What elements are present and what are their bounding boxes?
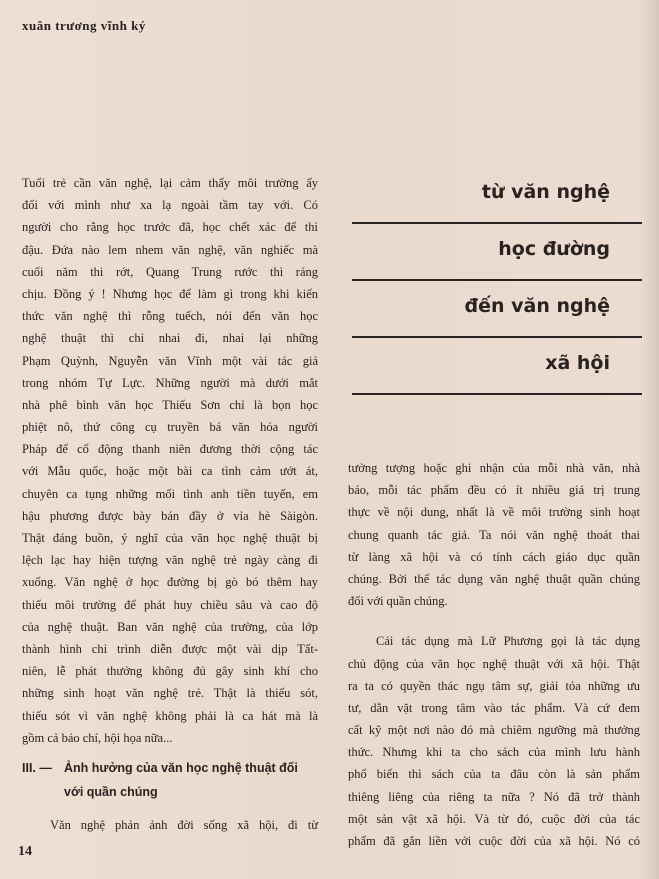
text-line: thiêng liêng của riêng ta nữa ? Nó đã trở thành: [348, 789, 640, 804]
text-line: Tuổi trẻ cần văn nghệ, lại cảm thấy môi trường ấy: [22, 176, 318, 190]
section-title-line-1: Ảnh hưởng của văn học nghệ thuật đối: [64, 761, 298, 775]
text-line: thức văn nghệ thì rỗng tuếch, nói đến văn học: [22, 309, 318, 324]
text-line: đậu. Đứa nào lem nhem văn nghệ, văn nghiếc mà: [22, 242, 318, 257]
text-line: tư, dằn vặt trong tâm vào tác phẩm. Và cứ đem: [348, 700, 640, 715]
page-number: 14: [18, 844, 32, 859]
text-line: xuống. Văn nghệ ở học đường bị gò bó thêm hay: [22, 575, 318, 590]
text-line: hậu phương được bày bán đầy ở vỉa hè Sàigòn.: [22, 508, 318, 523]
title-line: từ văn nghệ: [352, 167, 642, 224]
text-line: người cho rằng học trước đã, học chết xác để thi: [22, 220, 318, 235]
section-number: III. —: [22, 761, 52, 775]
title-line: học đường: [352, 224, 642, 281]
article-title: [352, 167, 642, 395]
text-line: Thật đáng buồn, ý nghĩ của văn học nghệ thuật bị: [22, 531, 318, 545]
text-line: với Mẫu quốc, hoặc một bài ca tình cảm ướt át,: [22, 464, 318, 479]
text-line: Pháp để cổ động thanh niên đương thời cộng tác: [22, 442, 318, 457]
text-line: từ làng xã hội và có tính cách giáo dục quần: [348, 549, 640, 564]
text-line: đối với mình như xa lạ ngoài tầm tay với. Có: [22, 198, 318, 213]
text-line: Cái tác dụng mà Lữ Phương gọi là tác dụng: [376, 634, 640, 649]
title-line: xã hội: [352, 338, 642, 395]
text-line: của nghệ thuật. Ban văn nghệ của trường, của lớp: [22, 619, 318, 634]
right-column: [348, 457, 640, 852]
text-line: trong nhóm Tự Lực. Những người mà dưới mắt: [22, 375, 318, 390]
text-line: chung quanh tác giả. Ta nói văn nghệ thoát thai: [348, 527, 640, 542]
text-line: niên, lễ phát thưởng không đủ gây sinh khí cho: [22, 664, 318, 679]
text-line: đối với quần chúng.: [348, 594, 448, 609]
text-line: phẩm đã gắn liền với cuộc đời của xã hội. Nó có: [348, 834, 640, 848]
text-line: báo, mỗi tác phẩm đều có ít nhiều giá trị trung: [348, 483, 640, 498]
paragraph-gap: [348, 612, 640, 630]
text-line: tưởng tượng hoặc ghi nhận của mỗi nhà văn, nhà: [348, 461, 640, 475]
text-line: Phạm Quỳnh, Nguyễn văn Vĩnh một vài tác giả: [22, 353, 318, 368]
text-line: ra ta có quyền thác ngụ tâm sự, giải tỏa những ưu: [348, 678, 640, 693]
running-header: xuân trương vĩnh ký: [22, 18, 146, 33]
text-line: phổ biến thì sách của ta đâu còn là sản phẩm: [348, 767, 640, 782]
text-line: một sản vật xã hội. Và từ đó, cuộc đời của tác: [348, 811, 640, 826]
text-line: chịu. Đồng ý ! Nhưng học để làm gì trong khi kiến: [22, 286, 318, 301]
text-line: thiếu môi trường để phát huy chiều sâu và cao độ: [22, 597, 318, 612]
text-line: thực về nội dung, nhất là về môi trường sinh hoạt: [348, 505, 640, 520]
section-heading: [22, 756, 322, 804]
left-column: [22, 172, 318, 749]
text-line: thành hình chỉ trình diễn được một vài dịp Tất-: [22, 641, 318, 656]
title-line: đến văn nghệ: [352, 281, 642, 338]
text-line: nhà phê bình văn học Thiếu Sơn chỉ là bọn học: [22, 397, 318, 412]
section-first-line: Văn nghệ phản ảnh đời sống xã hội, đi từ: [50, 818, 318, 832]
text-line: gồm cả báo chí, hội họa nữa...: [22, 730, 173, 745]
text-line: chuyên ca tụng những mối tình anh tiền tuyến, em: [22, 486, 318, 501]
text-line: chủ động của văn học nghệ thuật với xã hội. Thật: [348, 656, 640, 671]
text-line: cuối năm thi rớt, Quang Trung rước thì ráng: [22, 264, 318, 279]
text-line: thiếu sót vì văn nghệ không phải là ca hát mà là: [22, 708, 318, 723]
text-line: cất kỹ một nơi nào đó mà chiêm ngưỡng mà thưởng: [348, 723, 640, 738]
text-line: chúng. Bởi thế tác dụng văn nghệ thuật quần chúng: [348, 571, 640, 586]
text-line: thức. Nhưng khi ta cho sách của mình lưu hành: [348, 745, 640, 760]
text-line: lệch lạc hay hiện tượng văn nghệ trẻ ngày càng đi: [22, 553, 318, 568]
text-line: nghệ thuật thì chỉ nhai đi, nhai lại những: [22, 331, 318, 346]
text-line: những sinh hoạt văn nghệ trẻ. Thật là thiếu sót,: [22, 686, 318, 701]
text-line: phiệt nô, thứ công cụ truyền bá văn hóa người: [22, 420, 318, 435]
section-title-line-2: với quần chúng: [64, 785, 158, 799]
